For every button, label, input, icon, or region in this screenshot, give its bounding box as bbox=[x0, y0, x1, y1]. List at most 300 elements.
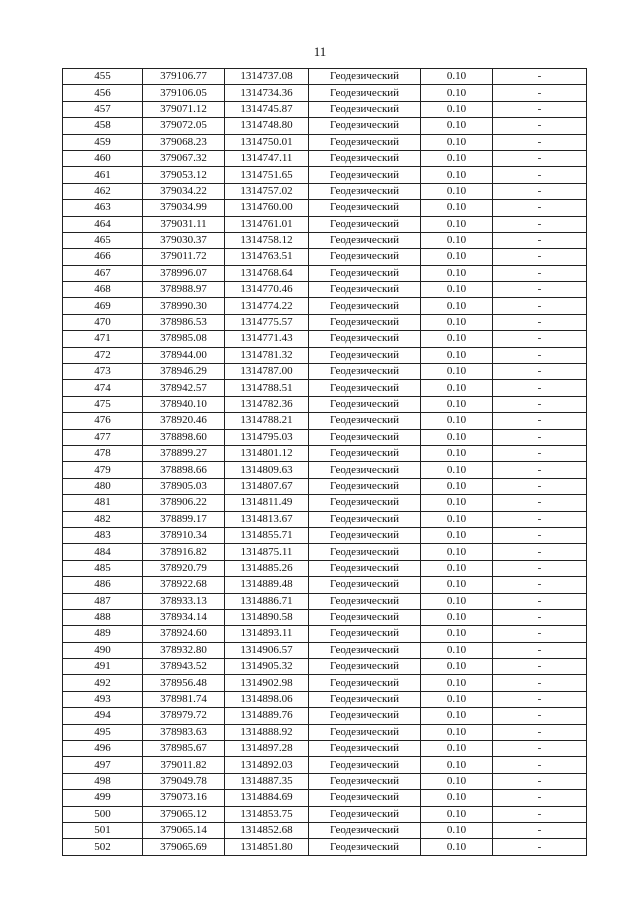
description-cell: - bbox=[493, 150, 587, 166]
y-coordinate-cell: 1314795.03 bbox=[225, 429, 309, 445]
description-cell: - bbox=[493, 347, 587, 363]
point-number-cell: 498 bbox=[63, 773, 143, 789]
precision-cell: 0.10 bbox=[421, 609, 493, 625]
description-cell: - bbox=[493, 183, 587, 199]
description-cell: - bbox=[493, 511, 587, 527]
precision-cell: 0.10 bbox=[421, 101, 493, 117]
description-cell: - bbox=[493, 69, 587, 85]
table-row bbox=[63, 364, 587, 380]
method-cell: Геодезический bbox=[309, 314, 421, 330]
description-cell: - bbox=[493, 134, 587, 150]
x-coordinate-cell: 379065.12 bbox=[143, 806, 225, 822]
precision-cell: 0.10 bbox=[421, 445, 493, 461]
y-coordinate-cell: 1314897.28 bbox=[225, 741, 309, 757]
y-coordinate-cell: 1314763.51 bbox=[225, 249, 309, 265]
x-coordinate-cell: 378940.10 bbox=[143, 396, 225, 412]
precision-cell: 0.10 bbox=[421, 167, 493, 183]
precision-cell: 0.10 bbox=[421, 118, 493, 134]
table-row bbox=[63, 167, 587, 183]
point-number-cell: 470 bbox=[63, 314, 143, 330]
description-cell: - bbox=[493, 659, 587, 675]
point-number-cell: 471 bbox=[63, 331, 143, 347]
x-coordinate-cell: 379106.77 bbox=[143, 69, 225, 85]
method-cell: Геодезический bbox=[309, 413, 421, 429]
description-cell: - bbox=[493, 364, 587, 380]
description-cell: - bbox=[493, 806, 587, 822]
description-cell: - bbox=[493, 314, 587, 330]
description-cell: - bbox=[493, 822, 587, 838]
y-coordinate-cell: 1314902.98 bbox=[225, 675, 309, 691]
table-row bbox=[63, 527, 587, 543]
precision-cell: 0.10 bbox=[421, 347, 493, 363]
method-cell: Геодезический bbox=[309, 134, 421, 150]
table-row bbox=[63, 773, 587, 789]
precision-cell: 0.10 bbox=[421, 232, 493, 248]
x-coordinate-cell: 378920.46 bbox=[143, 413, 225, 429]
x-coordinate-cell: 379072.05 bbox=[143, 118, 225, 134]
precision-cell: 0.10 bbox=[421, 200, 493, 216]
description-cell: - bbox=[493, 609, 587, 625]
x-coordinate-cell: 379073.16 bbox=[143, 790, 225, 806]
x-coordinate-cell: 379034.99 bbox=[143, 200, 225, 216]
point-number-cell: 483 bbox=[63, 527, 143, 543]
y-coordinate-cell: 1314758.12 bbox=[225, 232, 309, 248]
y-coordinate-cell: 1314745.87 bbox=[225, 101, 309, 117]
description-cell: - bbox=[493, 724, 587, 740]
point-number-cell: 475 bbox=[63, 396, 143, 412]
point-number-cell: 482 bbox=[63, 511, 143, 527]
y-coordinate-cell: 1314751.65 bbox=[225, 167, 309, 183]
precision-cell: 0.10 bbox=[421, 511, 493, 527]
table-row bbox=[63, 429, 587, 445]
description-cell: - bbox=[493, 462, 587, 478]
point-number-cell: 456 bbox=[63, 85, 143, 101]
point-number-cell: 459 bbox=[63, 134, 143, 150]
y-coordinate-cell: 1314851.80 bbox=[225, 839, 309, 855]
precision-cell: 0.10 bbox=[421, 691, 493, 707]
precision-cell: 0.10 bbox=[421, 429, 493, 445]
y-coordinate-cell: 1314787.00 bbox=[225, 364, 309, 380]
y-coordinate-cell: 1314892.03 bbox=[225, 757, 309, 773]
x-coordinate-cell: 378986.53 bbox=[143, 314, 225, 330]
description-cell: - bbox=[493, 118, 587, 134]
point-number-cell: 460 bbox=[63, 150, 143, 166]
x-coordinate-cell: 379034.22 bbox=[143, 183, 225, 199]
y-coordinate-cell: 1314757.02 bbox=[225, 183, 309, 199]
precision-cell: 0.10 bbox=[421, 560, 493, 576]
x-coordinate-cell: 378898.66 bbox=[143, 462, 225, 478]
precision-cell: 0.10 bbox=[421, 331, 493, 347]
table-row bbox=[63, 593, 587, 609]
method-cell: Геодезический bbox=[309, 659, 421, 675]
point-number-cell: 478 bbox=[63, 445, 143, 461]
table-row bbox=[63, 232, 587, 248]
table-row bbox=[63, 544, 587, 560]
point-number-cell: 501 bbox=[63, 822, 143, 838]
method-cell: Геодезический bbox=[309, 642, 421, 658]
table-row bbox=[63, 790, 587, 806]
description-cell: - bbox=[493, 642, 587, 658]
point-number-cell: 495 bbox=[63, 724, 143, 740]
point-number-cell: 477 bbox=[63, 429, 143, 445]
y-coordinate-cell: 1314771.43 bbox=[225, 331, 309, 347]
description-cell: - bbox=[493, 593, 587, 609]
table-row bbox=[63, 659, 587, 675]
method-cell: Геодезический bbox=[309, 462, 421, 478]
method-cell: Геодезический bbox=[309, 626, 421, 642]
y-coordinate-cell: 1314875.11 bbox=[225, 544, 309, 560]
y-coordinate-cell: 1314774.22 bbox=[225, 298, 309, 314]
table-row bbox=[63, 577, 587, 593]
description-cell: - bbox=[493, 445, 587, 461]
x-coordinate-cell: 379106.05 bbox=[143, 85, 225, 101]
table-row bbox=[63, 839, 587, 855]
description-cell: - bbox=[493, 544, 587, 560]
precision-cell: 0.10 bbox=[421, 413, 493, 429]
x-coordinate-cell: 378983.63 bbox=[143, 724, 225, 740]
point-number-cell: 493 bbox=[63, 691, 143, 707]
point-number-cell: 485 bbox=[63, 560, 143, 576]
y-coordinate-cell: 1314887.35 bbox=[225, 773, 309, 789]
point-number-cell: 476 bbox=[63, 413, 143, 429]
method-cell: Геодезический bbox=[309, 609, 421, 625]
precision-cell: 0.10 bbox=[421, 85, 493, 101]
precision-cell: 0.10 bbox=[421, 806, 493, 822]
point-number-cell: 502 bbox=[63, 839, 143, 855]
precision-cell: 0.10 bbox=[421, 790, 493, 806]
precision-cell: 0.10 bbox=[421, 462, 493, 478]
x-coordinate-cell: 378910.34 bbox=[143, 527, 225, 543]
point-number-cell: 473 bbox=[63, 364, 143, 380]
table-row bbox=[63, 216, 587, 232]
coordinates-table-body bbox=[63, 69, 587, 856]
description-cell: - bbox=[493, 741, 587, 757]
method-cell: Геодезический bbox=[309, 708, 421, 724]
point-number-cell: 464 bbox=[63, 216, 143, 232]
method-cell: Геодезический bbox=[309, 544, 421, 560]
description-cell: - bbox=[493, 626, 587, 642]
description-cell: - bbox=[493, 527, 587, 543]
y-coordinate-cell: 1314768.64 bbox=[225, 265, 309, 281]
method-cell: Геодезический bbox=[309, 265, 421, 281]
method-cell: Геодезический bbox=[309, 511, 421, 527]
method-cell: Геодезический bbox=[309, 675, 421, 691]
precision-cell: 0.10 bbox=[421, 757, 493, 773]
y-coordinate-cell: 1314788.51 bbox=[225, 380, 309, 396]
method-cell: Геодезический bbox=[309, 167, 421, 183]
table-row bbox=[63, 85, 587, 101]
table-row bbox=[63, 331, 587, 347]
y-coordinate-cell: 1314760.00 bbox=[225, 200, 309, 216]
x-coordinate-cell: 378943.52 bbox=[143, 659, 225, 675]
x-coordinate-cell: 378920.79 bbox=[143, 560, 225, 576]
x-coordinate-cell: 379065.69 bbox=[143, 839, 225, 855]
description-cell: - bbox=[493, 101, 587, 117]
precision-cell: 0.10 bbox=[421, 265, 493, 281]
x-coordinate-cell: 379068.23 bbox=[143, 134, 225, 150]
method-cell: Геодезический bbox=[309, 85, 421, 101]
method-cell: Геодезический bbox=[309, 822, 421, 838]
x-coordinate-cell: 378916.82 bbox=[143, 544, 225, 560]
description-cell: - bbox=[493, 413, 587, 429]
table-row bbox=[63, 69, 587, 85]
point-number-cell: 474 bbox=[63, 380, 143, 396]
x-coordinate-cell: 379049.78 bbox=[143, 773, 225, 789]
description-cell: - bbox=[493, 216, 587, 232]
description-cell: - bbox=[493, 429, 587, 445]
y-coordinate-cell: 1314889.48 bbox=[225, 577, 309, 593]
method-cell: Геодезический bbox=[309, 101, 421, 117]
y-coordinate-cell: 1314748.80 bbox=[225, 118, 309, 134]
precision-cell: 0.10 bbox=[421, 314, 493, 330]
point-number-cell: 463 bbox=[63, 200, 143, 216]
precision-cell: 0.10 bbox=[421, 150, 493, 166]
method-cell: Геодезический bbox=[309, 429, 421, 445]
method-cell: Геодезический bbox=[309, 249, 421, 265]
description-cell: - bbox=[493, 396, 587, 412]
precision-cell: 0.10 bbox=[421, 183, 493, 199]
table-row bbox=[63, 380, 587, 396]
description-cell: - bbox=[493, 495, 587, 511]
y-coordinate-cell: 1314893.11 bbox=[225, 626, 309, 642]
description-cell: - bbox=[493, 200, 587, 216]
method-cell: Геодезический bbox=[309, 478, 421, 494]
x-coordinate-cell: 378985.67 bbox=[143, 741, 225, 757]
x-coordinate-cell: 379011.72 bbox=[143, 249, 225, 265]
x-coordinate-cell: 379071.12 bbox=[143, 101, 225, 117]
table-row bbox=[63, 282, 587, 298]
method-cell: Геодезический bbox=[309, 150, 421, 166]
x-coordinate-cell: 378990.30 bbox=[143, 298, 225, 314]
method-cell: Геодезический bbox=[309, 560, 421, 576]
table-row bbox=[63, 298, 587, 314]
precision-cell: 0.10 bbox=[421, 527, 493, 543]
x-coordinate-cell: 378906.22 bbox=[143, 495, 225, 511]
y-coordinate-cell: 1314884.69 bbox=[225, 790, 309, 806]
y-coordinate-cell: 1314809.63 bbox=[225, 462, 309, 478]
precision-cell: 0.10 bbox=[421, 495, 493, 511]
description-cell: - bbox=[493, 167, 587, 183]
precision-cell: 0.10 bbox=[421, 642, 493, 658]
method-cell: Геодезический bbox=[309, 183, 421, 199]
y-coordinate-cell: 1314811.49 bbox=[225, 495, 309, 511]
description-cell: - bbox=[493, 298, 587, 314]
table-row bbox=[63, 478, 587, 494]
x-coordinate-cell: 378942.57 bbox=[143, 380, 225, 396]
method-cell: Геодезический bbox=[309, 495, 421, 511]
y-coordinate-cell: 1314890.58 bbox=[225, 609, 309, 625]
method-cell: Геодезический bbox=[309, 216, 421, 232]
table-row bbox=[63, 806, 587, 822]
x-coordinate-cell: 378898.60 bbox=[143, 429, 225, 445]
description-cell: - bbox=[493, 265, 587, 281]
y-coordinate-cell: 1314885.26 bbox=[225, 560, 309, 576]
y-coordinate-cell: 1314781.32 bbox=[225, 347, 309, 363]
precision-cell: 0.10 bbox=[421, 544, 493, 560]
table-row bbox=[63, 101, 587, 117]
y-coordinate-cell: 1314889.76 bbox=[225, 708, 309, 724]
x-coordinate-cell: 378956.48 bbox=[143, 675, 225, 691]
description-cell: - bbox=[493, 577, 587, 593]
precision-cell: 0.10 bbox=[421, 822, 493, 838]
point-number-cell: 472 bbox=[63, 347, 143, 363]
method-cell: Геодезический bbox=[309, 593, 421, 609]
table-row bbox=[63, 118, 587, 134]
method-cell: Геодезический bbox=[309, 331, 421, 347]
method-cell: Геодезический bbox=[309, 691, 421, 707]
method-cell: Геодезический bbox=[309, 364, 421, 380]
table-row bbox=[63, 462, 587, 478]
point-number-cell: 496 bbox=[63, 741, 143, 757]
description-cell: - bbox=[493, 232, 587, 248]
point-number-cell: 467 bbox=[63, 265, 143, 281]
x-coordinate-cell: 379031.11 bbox=[143, 216, 225, 232]
precision-cell: 0.10 bbox=[421, 364, 493, 380]
method-cell: Геодезический bbox=[309, 839, 421, 855]
method-cell: Геодезический bbox=[309, 200, 421, 216]
table-row bbox=[63, 724, 587, 740]
y-coordinate-cell: 1314807.67 bbox=[225, 478, 309, 494]
point-number-cell: 461 bbox=[63, 167, 143, 183]
method-cell: Геодезический bbox=[309, 396, 421, 412]
point-number-cell: 481 bbox=[63, 495, 143, 511]
description-cell: - bbox=[493, 839, 587, 855]
precision-cell: 0.10 bbox=[421, 282, 493, 298]
x-coordinate-cell: 378922.68 bbox=[143, 577, 225, 593]
description-cell: - bbox=[493, 282, 587, 298]
precision-cell: 0.10 bbox=[421, 839, 493, 855]
method-cell: Геодезический bbox=[309, 118, 421, 134]
precision-cell: 0.10 bbox=[421, 134, 493, 150]
precision-cell: 0.10 bbox=[421, 478, 493, 494]
y-coordinate-cell: 1314750.01 bbox=[225, 134, 309, 150]
description-cell: - bbox=[493, 691, 587, 707]
point-number-cell: 462 bbox=[63, 183, 143, 199]
precision-cell: 0.10 bbox=[421, 249, 493, 265]
point-number-cell: 479 bbox=[63, 462, 143, 478]
description-cell: - bbox=[493, 331, 587, 347]
table-row bbox=[63, 511, 587, 527]
table-row bbox=[63, 200, 587, 216]
x-coordinate-cell: 378944.00 bbox=[143, 347, 225, 363]
precision-cell: 0.10 bbox=[421, 69, 493, 85]
point-number-cell: 490 bbox=[63, 642, 143, 658]
table-row bbox=[63, 183, 587, 199]
x-coordinate-cell: 379067.32 bbox=[143, 150, 225, 166]
table-row bbox=[63, 265, 587, 281]
x-coordinate-cell: 378988.97 bbox=[143, 282, 225, 298]
point-number-cell: 480 bbox=[63, 478, 143, 494]
method-cell: Геодезический bbox=[309, 527, 421, 543]
precision-cell: 0.10 bbox=[421, 216, 493, 232]
point-number-cell: 457 bbox=[63, 101, 143, 117]
point-number-cell: 489 bbox=[63, 626, 143, 642]
point-number-cell: 500 bbox=[63, 806, 143, 822]
y-coordinate-cell: 1314852.68 bbox=[225, 822, 309, 838]
table-row bbox=[63, 708, 587, 724]
table-row bbox=[63, 413, 587, 429]
page-number: 11 bbox=[313, 44, 327, 59]
method-cell: Геодезический bbox=[309, 757, 421, 773]
x-coordinate-cell: 379030.37 bbox=[143, 232, 225, 248]
precision-cell: 0.10 bbox=[421, 708, 493, 724]
method-cell: Геодезический bbox=[309, 347, 421, 363]
description-cell: - bbox=[493, 85, 587, 101]
point-number-cell: 491 bbox=[63, 659, 143, 675]
precision-cell: 0.10 bbox=[421, 626, 493, 642]
y-coordinate-cell: 1314782.36 bbox=[225, 396, 309, 412]
description-cell: - bbox=[493, 249, 587, 265]
x-coordinate-cell: 378933.13 bbox=[143, 593, 225, 609]
method-cell: Геодезический bbox=[309, 577, 421, 593]
description-cell: - bbox=[493, 560, 587, 576]
y-coordinate-cell: 1314801.12 bbox=[225, 445, 309, 461]
point-number-cell: 466 bbox=[63, 249, 143, 265]
x-coordinate-cell: 378979.72 bbox=[143, 708, 225, 724]
method-cell: Геодезический bbox=[309, 724, 421, 740]
table-row bbox=[63, 495, 587, 511]
x-coordinate-cell: 378985.08 bbox=[143, 331, 225, 347]
precision-cell: 0.10 bbox=[421, 675, 493, 691]
table-row bbox=[63, 642, 587, 658]
precision-cell: 0.10 bbox=[421, 741, 493, 757]
precision-cell: 0.10 bbox=[421, 724, 493, 740]
y-coordinate-cell: 1314747.11 bbox=[225, 150, 309, 166]
x-coordinate-cell: 378924.60 bbox=[143, 626, 225, 642]
point-number-cell: 487 bbox=[63, 593, 143, 609]
table-row bbox=[63, 626, 587, 642]
method-cell: Геодезический bbox=[309, 445, 421, 461]
point-number-cell: 499 bbox=[63, 790, 143, 806]
table-row bbox=[63, 822, 587, 838]
table-row bbox=[63, 249, 587, 265]
x-coordinate-cell: 378905.03 bbox=[143, 478, 225, 494]
x-coordinate-cell: 378946.29 bbox=[143, 364, 225, 380]
y-coordinate-cell: 1314737.08 bbox=[225, 69, 309, 85]
method-cell: Геодезический bbox=[309, 69, 421, 85]
table-row bbox=[63, 347, 587, 363]
precision-cell: 0.10 bbox=[421, 659, 493, 675]
point-number-cell: 484 bbox=[63, 544, 143, 560]
y-coordinate-cell: 1314888.92 bbox=[225, 724, 309, 740]
description-cell: - bbox=[493, 773, 587, 789]
table-row bbox=[63, 150, 587, 166]
y-coordinate-cell: 1314788.21 bbox=[225, 413, 309, 429]
y-coordinate-cell: 1314905.32 bbox=[225, 659, 309, 675]
y-coordinate-cell: 1314886.71 bbox=[225, 593, 309, 609]
x-coordinate-cell: 379053.12 bbox=[143, 167, 225, 183]
description-cell: - bbox=[493, 380, 587, 396]
description-cell: - bbox=[493, 790, 587, 806]
method-cell: Геодезический bbox=[309, 790, 421, 806]
method-cell: Геодезический bbox=[309, 380, 421, 396]
table-row bbox=[63, 691, 587, 707]
y-coordinate-cell: 1314775.57 bbox=[225, 314, 309, 330]
table-row bbox=[63, 445, 587, 461]
y-coordinate-cell: 1314855.71 bbox=[225, 527, 309, 543]
description-cell: - bbox=[493, 478, 587, 494]
point-number-cell: 488 bbox=[63, 609, 143, 625]
point-number-cell: 468 bbox=[63, 282, 143, 298]
y-coordinate-cell: 1314898.06 bbox=[225, 691, 309, 707]
point-number-cell: 458 bbox=[63, 118, 143, 134]
x-coordinate-cell: 378981.74 bbox=[143, 691, 225, 707]
method-cell: Геодезический bbox=[309, 773, 421, 789]
x-coordinate-cell: 378932.80 bbox=[143, 642, 225, 658]
x-coordinate-cell: 379011.82 bbox=[143, 757, 225, 773]
method-cell: Геодезический bbox=[309, 282, 421, 298]
precision-cell: 0.10 bbox=[421, 298, 493, 314]
